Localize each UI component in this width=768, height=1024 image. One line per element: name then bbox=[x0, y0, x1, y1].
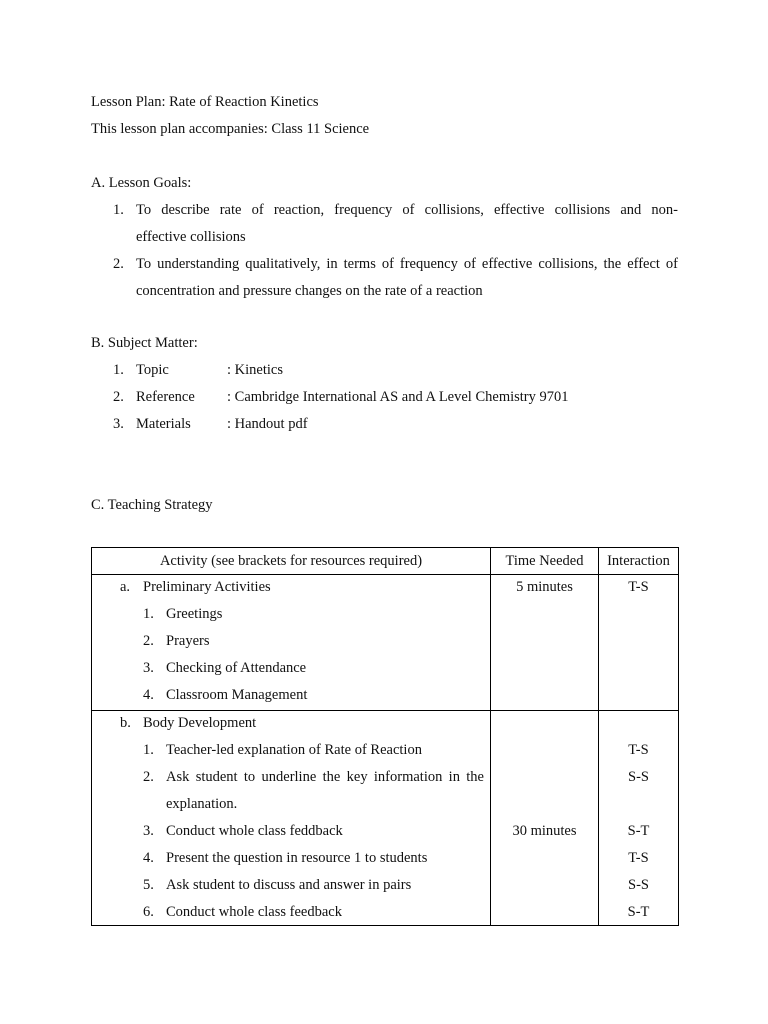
list-item: Teacher-led explanation of Rate of Reaction bbox=[166, 742, 422, 758]
accompanies-line: This lesson plan accompanies: Class 11 Science bbox=[91, 121, 370, 137]
goal-text: To understanding qualitatively, in terms of frequency of effective collisions, the effect of bbox=[136, 256, 678, 272]
interaction-value: S-T bbox=[627, 904, 650, 920]
list-item: Conduct whole class feedback bbox=[166, 904, 342, 920]
subject-number: 1. bbox=[113, 362, 124, 378]
subject-label-reference: Reference bbox=[136, 389, 195, 405]
header-activity: Activity (see brackets for resources required) bbox=[92, 548, 491, 575]
subject-number: 2. bbox=[113, 389, 124, 405]
section-c-heading: C. Teaching Strategy bbox=[91, 497, 213, 513]
header-time-needed: Time Needed bbox=[491, 548, 599, 575]
list-item-number: 2. bbox=[143, 633, 154, 649]
list-item: Prayers bbox=[166, 633, 210, 649]
table-header-row bbox=[92, 548, 679, 575]
list-item: Greetings bbox=[166, 606, 223, 622]
activity-cell bbox=[92, 711, 491, 926]
list-item: Ask student to discuss and answer in pairs bbox=[166, 877, 412, 893]
goal-text-continued: effective collisions bbox=[136, 229, 246, 245]
subject-label-materials: Materials bbox=[136, 416, 191, 432]
activity-title: Body Development bbox=[143, 715, 257, 731]
activity-letter: b. bbox=[120, 715, 131, 731]
teaching-strategy-table bbox=[91, 547, 679, 926]
list-item-number: 4. bbox=[143, 850, 154, 866]
activity-letter: a. bbox=[120, 579, 131, 595]
list-item: Present the question in resource 1 to students bbox=[166, 850, 428, 866]
subject-value-topic: : Kinetics bbox=[227, 362, 283, 378]
list-item-number: 2. bbox=[143, 769, 154, 785]
list-item-number: 4. bbox=[143, 687, 154, 703]
interaction-value: S-T bbox=[627, 823, 650, 839]
list-item-number: 1. bbox=[143, 742, 154, 758]
list-item: Ask student to underline the key information in the bbox=[166, 769, 484, 785]
interaction-cell bbox=[599, 711, 679, 926]
interaction-value: T-S bbox=[628, 579, 649, 595]
section-b-heading: B. Subject Matter: bbox=[91, 335, 198, 351]
goal-text: To describe rate of reaction, frequency of collisions, effective collisions and non- bbox=[136, 202, 678, 218]
interaction-value: S-S bbox=[628, 877, 649, 893]
activity-cell bbox=[92, 575, 491, 711]
list-item-number: 5. bbox=[143, 877, 154, 893]
interaction-value: T-S bbox=[628, 850, 649, 866]
list-item-continued: explanation. bbox=[166, 796, 238, 812]
interaction-cell bbox=[599, 575, 679, 711]
time-value: 5 minutes bbox=[516, 579, 573, 595]
subject-number: 3. bbox=[113, 416, 124, 432]
time-cell bbox=[491, 575, 599, 711]
header-interaction: Interaction bbox=[599, 548, 679, 575]
subject-label-topic: Topic bbox=[136, 362, 169, 378]
section-a-heading: A. Lesson Goals: bbox=[91, 175, 192, 191]
subject-value-reference: : Cambridge International AS and A Level Chemistry 9701 bbox=[227, 389, 569, 405]
list-item-number: 6. bbox=[143, 904, 154, 920]
table-row bbox=[92, 575, 679, 711]
list-item-number: 3. bbox=[143, 660, 154, 676]
list-item: Checking of Attendance bbox=[166, 660, 307, 676]
goal-number: 2. bbox=[113, 256, 124, 272]
document-title: Lesson Plan: Rate of Reaction Kinetics bbox=[91, 94, 319, 110]
table-row bbox=[92, 711, 679, 926]
time-value: 30 minutes bbox=[512, 823, 577, 839]
list-item: Classroom Management bbox=[166, 687, 308, 703]
goal-text-continued: concentration and pressure changes on the rate of a reaction bbox=[136, 283, 483, 299]
list-item-number: 1. bbox=[143, 606, 154, 622]
interaction-value: S-S bbox=[628, 769, 649, 785]
activity-title: Preliminary Activities bbox=[143, 579, 271, 595]
subject-value-materials: : Handout pdf bbox=[227, 416, 308, 432]
list-item-number: 3. bbox=[143, 823, 154, 839]
goal-number: 1. bbox=[113, 202, 124, 218]
interaction-value: T-S bbox=[628, 742, 649, 758]
time-cell bbox=[491, 711, 599, 926]
list-item: Conduct whole class feddback bbox=[166, 823, 343, 839]
